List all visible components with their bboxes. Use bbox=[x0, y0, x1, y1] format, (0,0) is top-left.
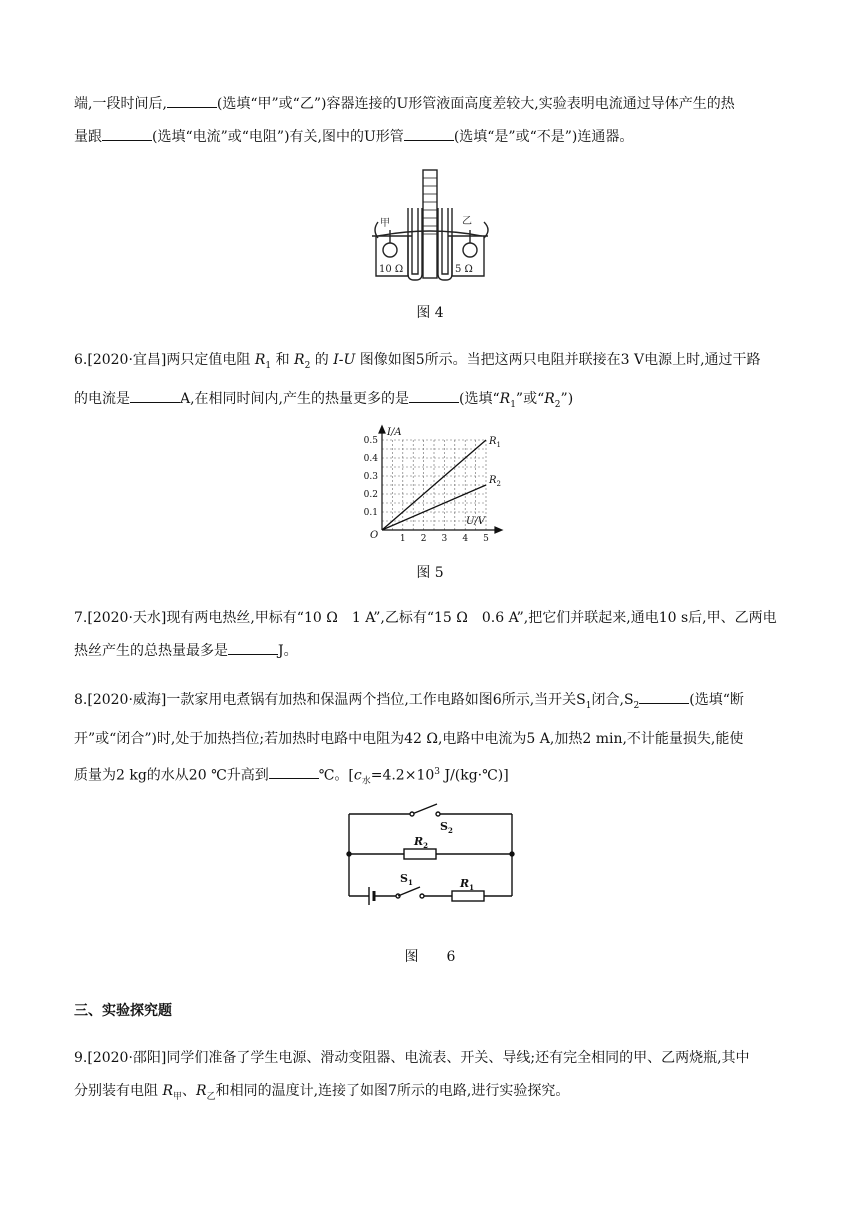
q9-text: 分别装有电阻 bbox=[74, 1083, 158, 1099]
answer-blank[interactable] bbox=[102, 126, 152, 141]
q8-sup: 3 bbox=[434, 766, 440, 777]
resistor-label-left: 10 Ω bbox=[379, 264, 404, 275]
q8-text: 开”或“闭合”)时,处于加热挡位;若加热时电路中电阻为42 Ω,电路中电流为5 A,加热2 min,不计能量损失,能使 bbox=[74, 730, 744, 747]
y-tick-label: 0.2 bbox=[363, 490, 378, 500]
x-tick-label: 2 bbox=[420, 534, 427, 544]
q6-text: 6.[2020·宜昌]两只定值电阻 bbox=[74, 352, 251, 368]
q6-text: (选填“ bbox=[459, 390, 500, 407]
question-7-text bbox=[74, 602, 790, 668]
q5-text: (选填“电流”或“电阻”)有关,图中的U形管 bbox=[152, 129, 404, 145]
q6-text: 图像如图5所示。当把这两只电阻并联接在3 V电源上时,通过干路 bbox=[359, 352, 761, 368]
y-tick-label: 0.5 bbox=[363, 436, 378, 446]
y-tick-label: 0.4 bbox=[363, 454, 378, 464]
answer-blank[interactable] bbox=[130, 388, 180, 403]
q8-sub: 水 bbox=[361, 776, 371, 787]
q8-sub: 2 bbox=[633, 700, 640, 711]
q8-text: ℃。[ bbox=[318, 767, 354, 784]
q6-iu: I-U bbox=[333, 352, 356, 368]
y-tick-labels bbox=[364, 436, 379, 518]
figure-5-iu-chart bbox=[358, 424, 508, 548]
q6-text: 的电流是 bbox=[74, 390, 130, 407]
figure-5-caption: 图 5 bbox=[416, 565, 444, 581]
figure-4-apparatus bbox=[368, 166, 498, 284]
series-label-r1: $R_1$ bbox=[489, 436, 501, 449]
x-tick-label: 5 bbox=[483, 534, 489, 544]
question-8-text bbox=[74, 684, 790, 798]
q6-var: R bbox=[254, 352, 266, 368]
x-tick-label: 1 bbox=[399, 534, 406, 544]
q9-text: 、 bbox=[182, 1083, 197, 1099]
q6-var: R bbox=[499, 390, 511, 407]
x-tick-label: 3 bbox=[441, 534, 448, 544]
q6-text: ”或“ bbox=[515, 390, 545, 407]
q8-sub: 1 bbox=[585, 700, 592, 711]
resistor-label-right: 5 Ω bbox=[455, 264, 473, 275]
q9-var: R bbox=[162, 1083, 173, 1099]
q8-var: c bbox=[353, 767, 362, 784]
q5-text: 端,一段时间后, bbox=[74, 96, 167, 112]
label-jia: 甲 bbox=[380, 218, 390, 229]
q8-text: 8.[2020·威海]一款家用电煮锅有加热和保温两个挡位,工作电路如图6所示,当开关S bbox=[74, 692, 586, 708]
q8-text: 闭合,S bbox=[591, 692, 634, 708]
y-axis-label: I/A bbox=[387, 427, 402, 438]
q6-text: 和 bbox=[275, 352, 290, 368]
answer-blank[interactable] bbox=[228, 640, 278, 655]
section-heading: 三、实验探究题 bbox=[74, 1003, 172, 1019]
q5-text: (选填“甲”或“乙”)容器连接的U形管液面高度差较大,实验表明电流通过导体产生的热 bbox=[216, 96, 735, 112]
q7-text: J。 bbox=[278, 643, 298, 659]
q9-sub: 乙 bbox=[206, 1091, 216, 1102]
q6-text: ”) bbox=[560, 390, 574, 407]
series-label-r2: $R_2$ bbox=[489, 475, 501, 488]
q6-text: 的 bbox=[314, 352, 329, 368]
resistor-r2-label: $R_2$ bbox=[414, 835, 429, 850]
label-yi: 乙 bbox=[462, 216, 472, 227]
q5-text: (选填“是”或“不是”)连通器。 bbox=[453, 129, 634, 145]
q9-text: 和相同的温度计,连接了如图7所示的电路,进行实验探究。 bbox=[215, 1083, 570, 1099]
question-5-text bbox=[74, 88, 790, 154]
q7-text: 7.[2020·天水]现有两电热丝,甲标有“10 Ω 1 A”,乙标有“15 Ω 0.6 A”,把它们并联起来,通电10 s后,甲、乙两电 bbox=[74, 610, 777, 626]
origin-label: O bbox=[370, 530, 379, 541]
figure-6-circuit bbox=[340, 800, 522, 910]
x-tick-labels bbox=[400, 534, 489, 544]
q5-text: 量跟 bbox=[74, 129, 102, 145]
x-axis-label: U/V bbox=[466, 516, 486, 527]
q6-var: R bbox=[544, 390, 555, 407]
q9-var: R bbox=[196, 1083, 207, 1099]
q6-var: R bbox=[294, 352, 305, 368]
question-9-text bbox=[74, 1042, 790, 1114]
q8-text: (选填“断 bbox=[689, 692, 744, 708]
answer-blank[interactable] bbox=[404, 126, 454, 141]
answer-blank[interactable] bbox=[269, 764, 319, 779]
q8-text: J/(kg·℃)] bbox=[440, 767, 509, 784]
q6-sub: 2 bbox=[554, 399, 561, 410]
answer-blank[interactable] bbox=[167, 93, 217, 108]
q6-sub: 2 bbox=[304, 360, 311, 371]
question-6-text bbox=[74, 344, 790, 422]
y-tick-label: 0.1 bbox=[363, 508, 378, 518]
switch-s2-label: $S_2$ bbox=[440, 820, 453, 835]
q6-sub: 1 bbox=[510, 399, 516, 410]
q7-text: 热丝产生的总热量最多是 bbox=[74, 643, 228, 659]
q6-text: A,在相同时间内,产生的热量更多的是 bbox=[180, 390, 410, 407]
x-tick-label: 4 bbox=[462, 534, 469, 544]
switch-s1-label: $S_1$ bbox=[400, 872, 413, 887]
figure-4-caption: 图 4 bbox=[416, 305, 444, 321]
answer-blank[interactable] bbox=[409, 388, 459, 403]
y-tick-label: 0.3 bbox=[363, 472, 378, 482]
q6-sub: 1 bbox=[265, 360, 272, 371]
answer-blank[interactable] bbox=[639, 689, 689, 704]
q9-sub: 甲 bbox=[173, 1091, 183, 1102]
resistor-r1-label: $R_1$ bbox=[460, 877, 475, 892]
q9-text: 9.[2020·邵阳]同学们准备了学生电源、滑动变阻器、电流表、开关、导线;还有完全相同的甲、乙两烧瓶,其中 bbox=[74, 1050, 750, 1066]
q8-text: =4.2×10 bbox=[370, 767, 435, 784]
q8-text: 质量为2 kg的水从20 ℃升高到 bbox=[74, 767, 269, 784]
figure-6-caption: 图 6 bbox=[404, 949, 456, 965]
